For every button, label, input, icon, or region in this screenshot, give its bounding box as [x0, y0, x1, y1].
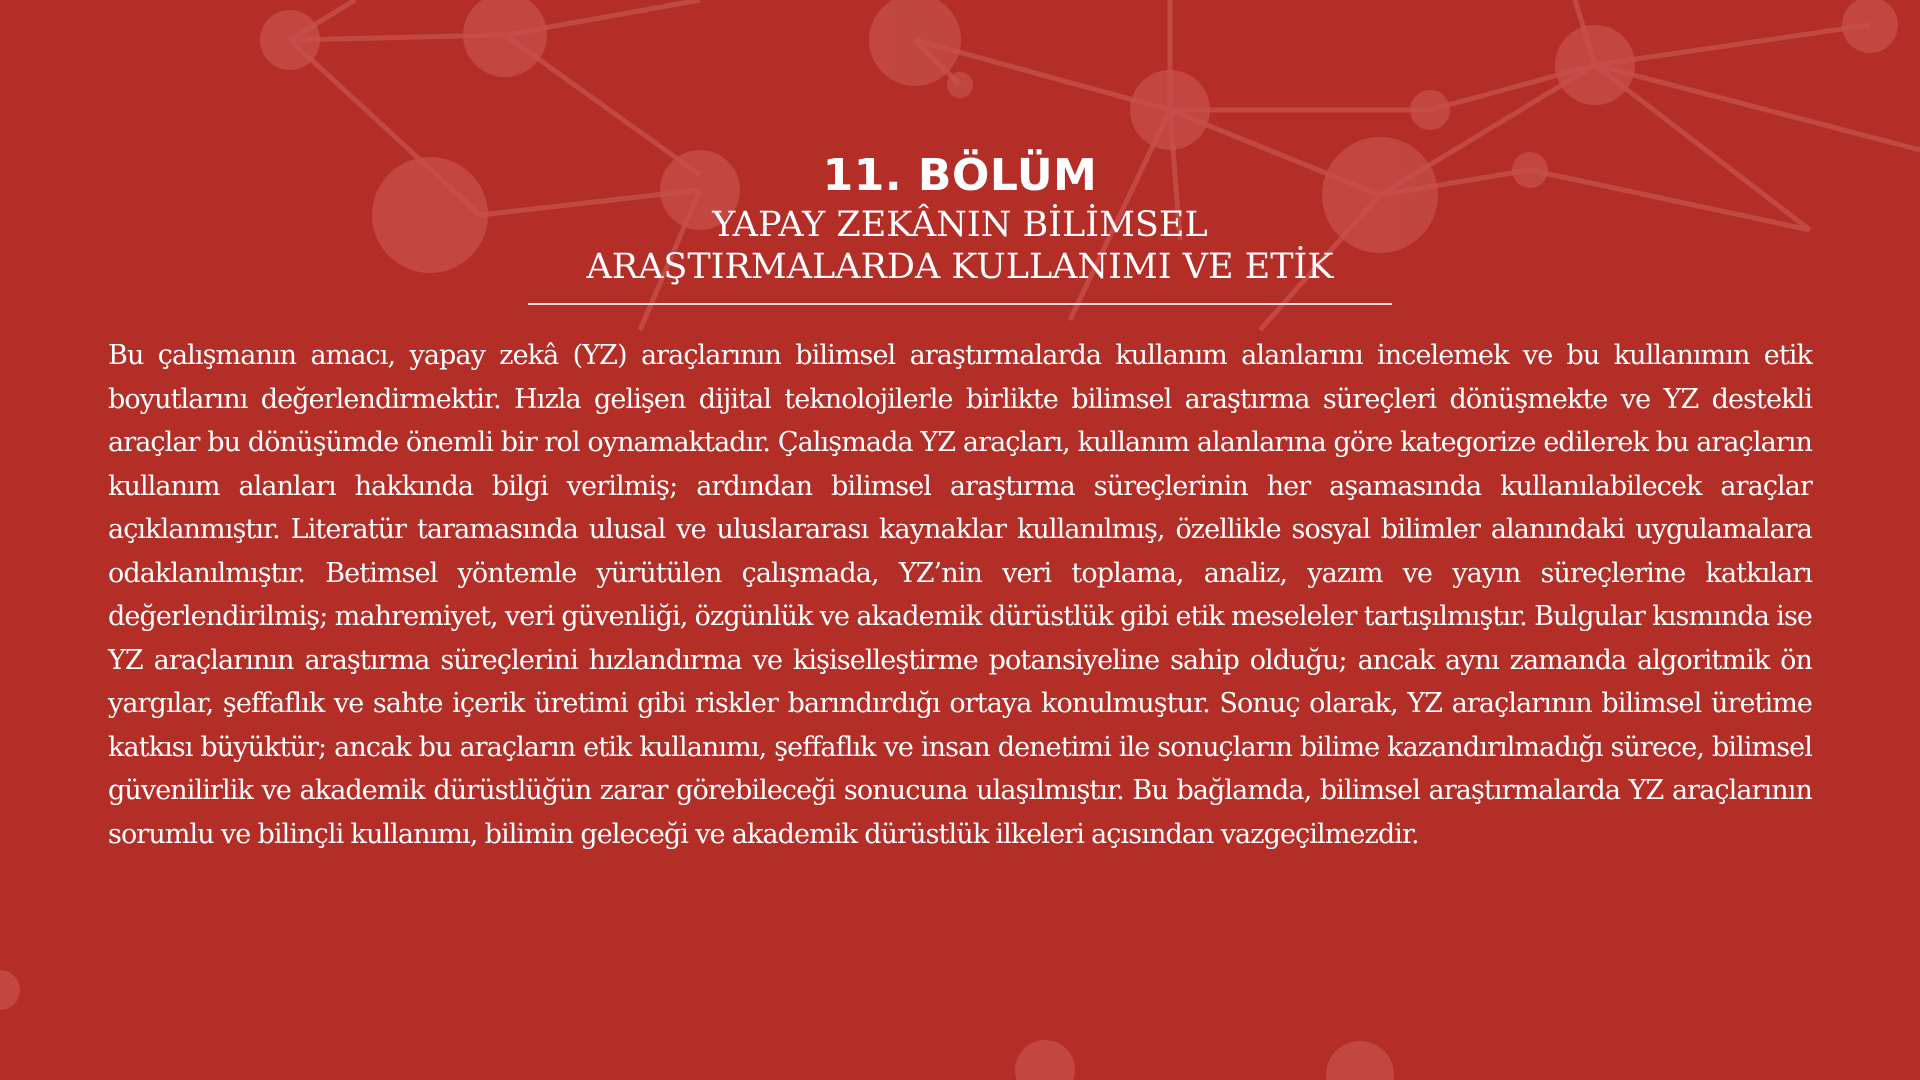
chapter-number: 11. BÖLÜM [822, 150, 1098, 201]
chapter-title [0, 204, 1920, 288]
chapter-title-line-1: YAPAY ZEKÂNIN BİLİMSEL [712, 205, 1208, 245]
abstract-paragraph: Bu çalışmanın amacı, yapay zekâ (YZ) araçlarının bilimsel araştırmalarda kullanım alanlarını incelemek ve bu kullanımın etik boyutlarını değerlendirmektir. Hızla gelişen dijital teknolojilerle birlikte bilimsel araştırma süreçleri dönüşmekte ve YZ destekli araçlar bu dönüşümde önemli bir rol oynamaktadır. Çalışmada YZ araçları, kullanım alanlarına göre kategorize edilerek bu araçların kullanım alanları hakkında bilgi verilmiş; ardından bilimsel araştırma süreçlerinin her aşamasında kullanılabilecek araçlar açıklanmıştır. Literatür taramasında ulusal ve uluslararası kaynaklar kullanılmış, özellikle sosyal bilimler alanındaki uygulamalara odaklanılmıştır. Betimsel yöntemle yürütülen çalışmada, YZ’nin veri toplama, analiz, yazım ve yayın süreçlerine katkıları değerlendirilmiş; mahremiyet, veri güvenliği, özgünlük ve akademik dürüstlük gibi etik meseleler tartışılmıştır. Bulgular kısmında ise YZ araçlarının araştırma süreçlerini hızlandırma ve kişiselleştirme potansiyeline sahip olduğu; ancak aynı zamanda algoritmik ön yargılar, şeffaflık ve sahte içerik üretimi gibi riskler barındırdığı ortaya konulmuştur. Sonuç olarak, YZ araçlarının bilimsel üretime katkısı büyüktür; ancak bu araçların etik kullanımı, şeffaflık ve insan denetimi ile sonuçların bilime kazandırılmadığı sürece, bilimsel güvenilirlik ve akademik dürüstlüğün zarar görebileceği sonucuna ulaşılmıştır. Bu bağlamda, bilimsel araştırmalarda YZ araçlarının sorumlu ve bilinçli kullanımı, bilimin geleceği ve akademik dürüstlük ilkeleri açısından vazgeçilmezdir. [108, 340, 1812, 850]
title-divider [528, 303, 1392, 305]
chapter-title-line-2: ARAŞTIRMALARDA KULLANIMI VE ETİK [586, 247, 1334, 287]
